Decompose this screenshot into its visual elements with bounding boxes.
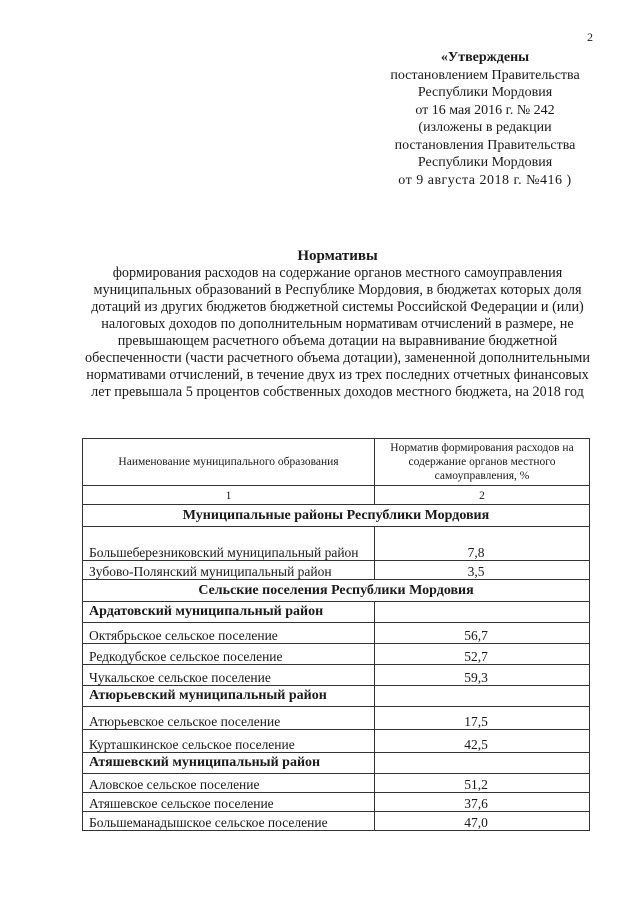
district-row: [83, 753, 590, 774]
column-index: 2: [375, 486, 590, 505]
approval-stamp: [375, 49, 595, 189]
document-title: Нормативы: [297, 248, 378, 264]
table-row: [83, 644, 590, 665]
table-row: [83, 812, 590, 831]
row-name: Зубово-Полянский муниципальный район: [83, 561, 375, 580]
row-value: 17,5: [375, 707, 590, 730]
table-row: [83, 730, 590, 753]
table-index-row: [83, 486, 590, 505]
document-subtitle: формирования расходов на содержание органов местного самоуправления муниципальных образований в Республике Мордовия, в бюджетах которых доля дотаций из других бюджетов бюджетной системы Российской Федерации и (или) налоговых доходов по дополнительным нормативам отчислений в размере, не превышающем расчетного объема дотации на выравнивание бюджетной обеспеченности (части расчетного объема дотации), замененной дополнительными нормативами отчислений, в течение двух из трех последних отчетных финансовых лет превышала 5 процентов собственных доходов местного бюджета, на 2018 год: [85, 265, 590, 400]
row-value: 47,0: [375, 812, 590, 831]
district-name: Атяшевский муниципальный район: [83, 753, 375, 774]
row-value: 37,6: [375, 793, 590, 812]
approval-line: Республики Мордовия: [417, 155, 553, 170]
section-title: Сельские поселения Республики Мордовия: [83, 580, 590, 602]
section-title: Муниципальные районы Республики Мордовия: [83, 505, 590, 527]
section-row: [83, 580, 590, 602]
row-value: 56,7: [375, 623, 590, 644]
row-value: 3,5: [375, 561, 590, 580]
row-value: 51,2: [375, 774, 590, 793]
table-header-row: [83, 439, 590, 486]
approval-line: Республики Мордовия: [417, 85, 553, 100]
section-row: [83, 505, 590, 527]
approval-line: постановления Правительства: [394, 137, 576, 153]
row-name: Большеманадышское сельское поселение: [83, 812, 375, 831]
row-value: 59,3: [375, 665, 590, 686]
row-name: Атяшевское сельское поселение: [83, 793, 375, 812]
table-row: [83, 774, 590, 793]
row-name: Чукальское сельское поселение: [83, 665, 375, 686]
table-row: [83, 623, 590, 644]
row-name: Редкодубское сельское поселение: [83, 644, 375, 665]
approval-line: постановлением Правительства: [390, 67, 580, 83]
row-name: Атюрьевское сельское поселение: [83, 707, 375, 730]
district-name: Атюрьевский муниципальный район: [83, 686, 375, 707]
district-row: [83, 602, 590, 623]
row-name: Большеберезниковский муниципальный район: [83, 527, 375, 561]
row-value: 52,7: [375, 644, 590, 665]
row-name: Аловское сельское поселение: [83, 774, 375, 793]
approval-line: от 16 мая 2016 г. № 242: [415, 102, 555, 118]
row-value: 7,8: [375, 527, 590, 561]
district-name: Ардатовский муниципальный район: [83, 602, 375, 623]
district-row: [83, 686, 590, 707]
row-name: Курташкинское сельское поселение: [83, 730, 375, 753]
row-name: Октябрьское сельское поселение: [83, 623, 375, 644]
approval-line: (изложены в редакции: [418, 120, 552, 135]
norms-table: [82, 438, 590, 831]
row-value: 42,5: [375, 730, 590, 753]
column-header-norm: Норматив формирования расходов на содержание органов местного самоуправления, %: [375, 439, 590, 486]
column-index: 1: [83, 486, 375, 505]
table-row: [83, 527, 590, 561]
column-header-name: Наименование муниципального образования: [83, 439, 375, 486]
table-row: [83, 793, 590, 812]
approval-heading: «Утверждены: [440, 50, 530, 65]
page-number: 2: [587, 30, 593, 44]
table-row: [83, 707, 590, 730]
table-row: [83, 665, 590, 686]
approval-date-line: от 9 августа 2018 г. №416 ): [398, 172, 572, 188]
table-row: [83, 561, 590, 580]
